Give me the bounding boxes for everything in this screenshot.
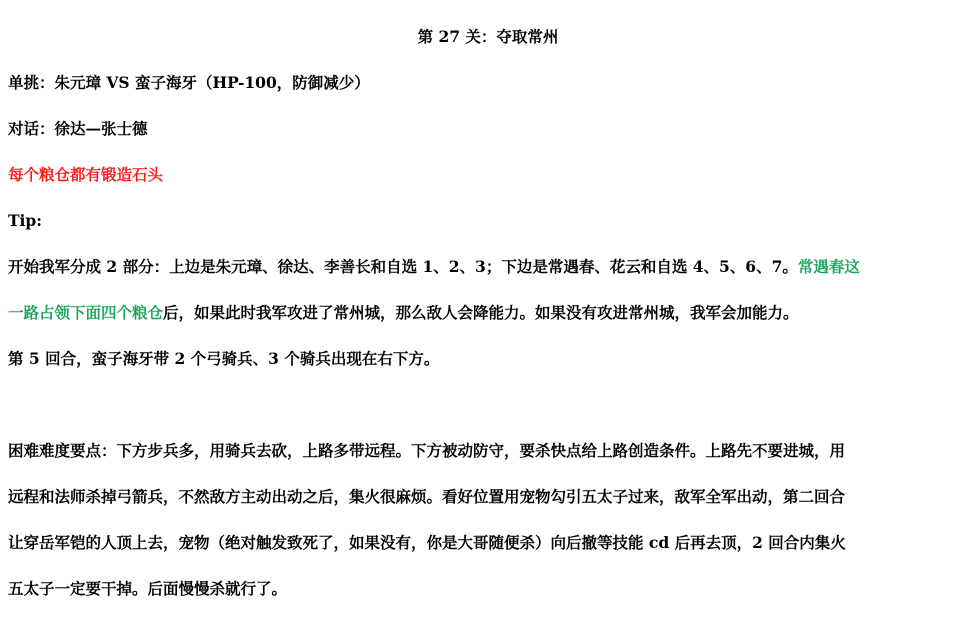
hard-difficulty-line-3: 让穿岳军铠的人顶上去，宠物（绝对触发致死了，如果没有，你是大哥随便杀）向后撤等技能 cd 后再去顶，2 回合内集火 [8,533,846,552]
red-highlight-line: 每个粮仓都有锻造石头 [8,165,164,184]
dialogue-line: 对话：徐达—张士德 [8,119,148,138]
green-highlight-a: 常遇春这 [797,257,860,276]
tip-label: Tip: [8,211,42,230]
paragraph-2: 第 5 回合，蛮子海牙带 2 个弓骑兵、3 个骑兵出现在右下方。 [8,349,440,368]
hard-difficulty-line-2: 远程和法师杀掉弓箭兵，不然敌方主动出动之后，集火很麻烦。看好位置用宠物勾引五太子过来，敌军全军出动，第二回合 [8,487,846,506]
duel-line: 单挑：朱元璋 VS 蛮子海牙（HP-100，防御减少） [8,73,370,92]
page-title: 第 27 关：夺取常州 [417,27,559,46]
paragraph-1-text-b: 后，如果此时我军攻进了常州城，那么敌人会降能力。如果没有攻进常州城，我军会加能力。 [163,303,799,322]
paragraph-1-line-1 [8,257,860,277]
hard-difficulty-line-1: 困难难度要点：下方步兵多，用骑兵去砍，上路多带远程。下方被动防守，要杀快点给上路创造条件。上路先不要进城，用 [8,441,846,460]
green-highlight-b: 一路占领下面四个粮仓 [8,303,164,322]
paragraph-1-text-a: 开始我军分成 2 部分：上边是朱元璋、徐达、李善长和自选 1、2、3；下边是常遇春、花云和自选 4、5、6、7。 [8,257,798,276]
hard-difficulty-line-4: 五太子一定要干掉。后面慢慢杀就行了。 [8,579,288,598]
paragraph-1-line-2 [8,303,799,323]
